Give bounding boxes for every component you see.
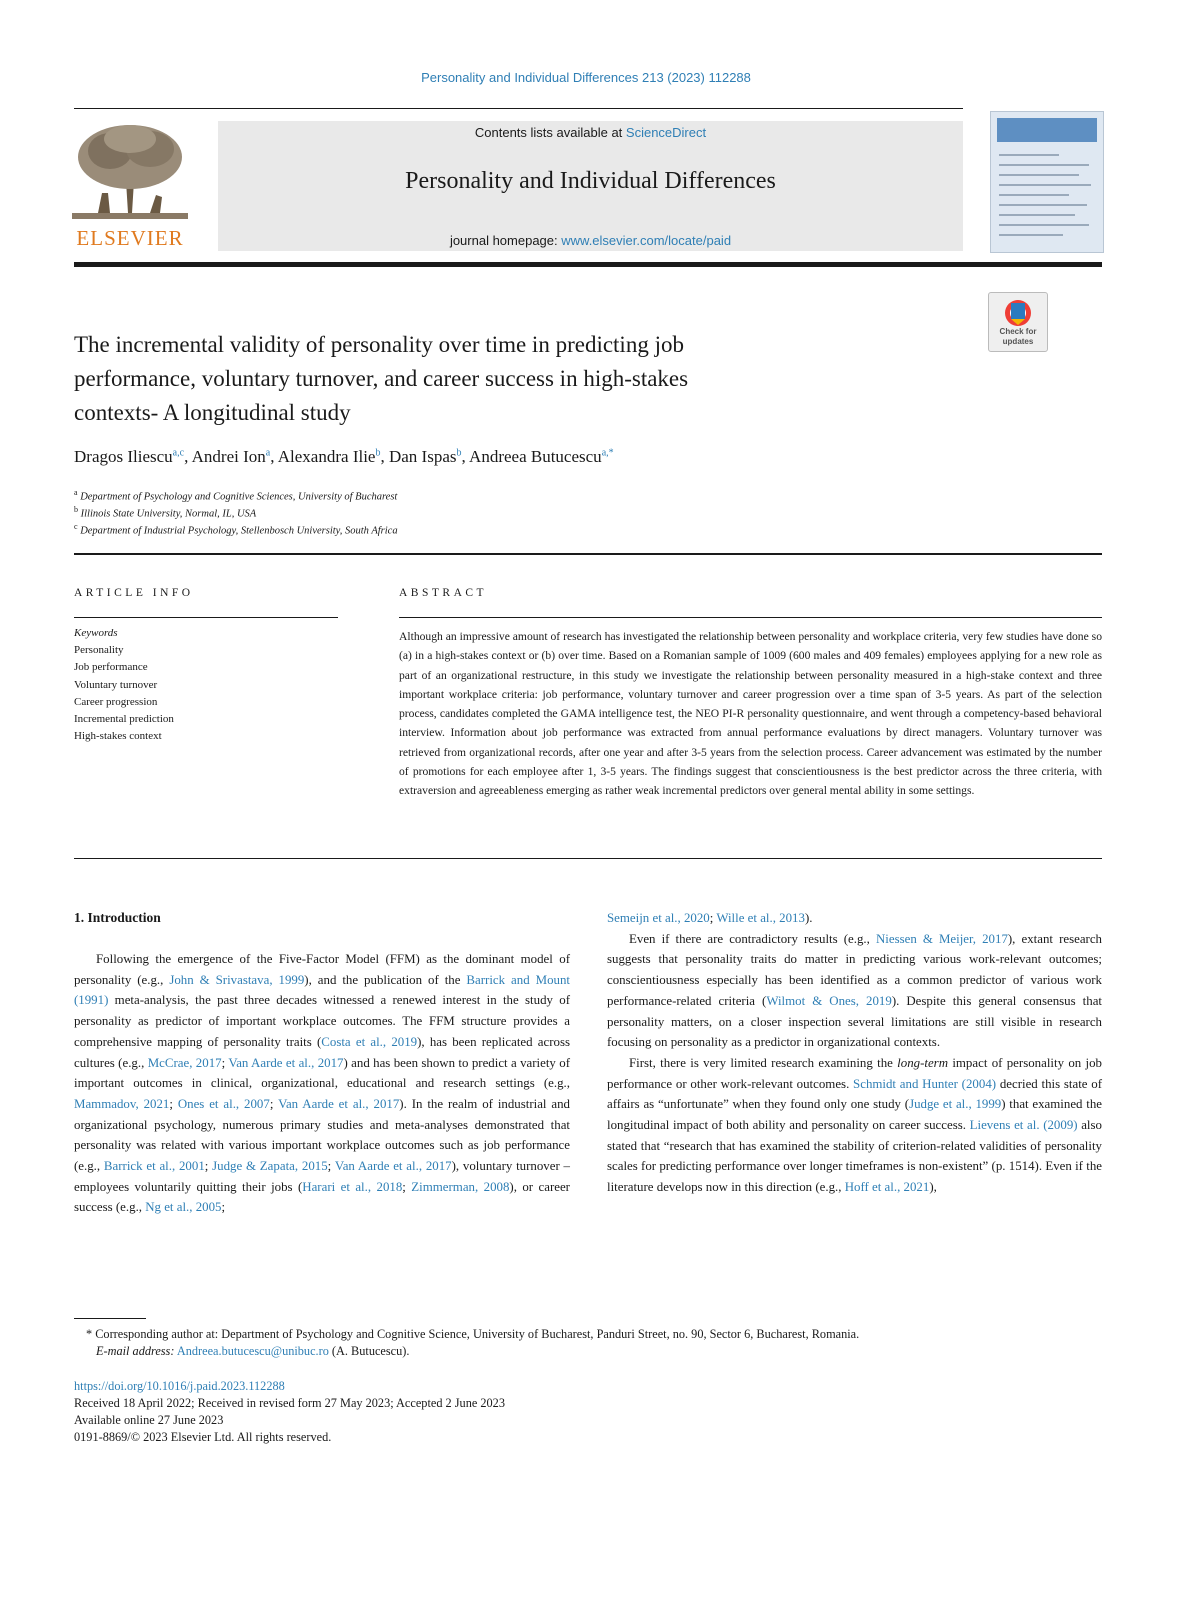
body-text: ;: [169, 1096, 178, 1111]
body-text: ). In the realm of industrial and organizational psychology, numerous primary studies and meta-analyses demonstrated that personality was related with various important workplace outcomes such as job performance (e.g.,: [74, 1096, 571, 1174]
journal-citation[interactable]: Personality and Individual Differences 213 (2023) 112288: [421, 70, 751, 85]
homepage-line: [218, 233, 963, 248]
body-text: ;: [221, 1055, 229, 1070]
body-text: ), and the publication of the: [304, 972, 467, 987]
paragraph: [607, 908, 1102, 929]
citation-link[interactable]: Judge & Zapata, 2015: [212, 1159, 328, 1174]
author-name[interactable]: Alexandra Ilie: [277, 447, 376, 466]
title-line: The incremental validity of personality over time in predicting job: [74, 332, 684, 357]
citation-link[interactable]: Lievens et al. (2009): [969, 1118, 1078, 1133]
body-text: meta-analysis, the past three decades witnessed a renewed interest in the study of personality as predictor of important workplace outcomes. The FFM structure provides a comprehensive mapping of personality traits (: [74, 993, 570, 1049]
affiliation-text: Illinois State University, Normal, IL, USA: [80, 508, 257, 520]
citation-link[interactable]: Zimmerman, 2008: [411, 1179, 510, 1194]
keyword-item: High-stakes context: [74, 730, 162, 743]
cover-line: [999, 154, 1059, 156]
title-line: performance, voluntary turnover, and career success in high-stakes: [74, 366, 689, 391]
author-name[interactable]: Andreea Butucescu: [469, 447, 602, 466]
citation-link[interactable]: Van Aarde et al., 2017: [334, 1159, 452, 1174]
affiliation-mark: b: [74, 505, 78, 514]
body-text: ), or career success (e.g.,: [74, 1179, 570, 1215]
keyword-item: Career progression: [74, 695, 158, 708]
crossmark-label-1: Check for: [999, 327, 1037, 336]
keyword-item: Job performance: [74, 661, 148, 674]
section-heading-introduction: 1. Introduction: [74, 910, 161, 925]
affiliation: [74, 522, 974, 537]
citation-link[interactable]: Van Aarde et al., 2017: [278, 1096, 400, 1111]
author-affiliation-mark[interactable]: a,*: [601, 447, 614, 459]
cover-line: [999, 194, 1069, 196]
citation-link[interactable]: Mammadov, 2021: [74, 1096, 170, 1111]
author-affiliation-mark[interactable]: b: [375, 447, 381, 459]
body-text: ;: [204, 1159, 213, 1174]
author-list: [74, 447, 1104, 467]
cover-line: [999, 174, 1079, 176]
citation-link[interactable]: John & Srivastava, 1999: [169, 972, 305, 987]
citation-link[interactable]: Schmidt and Hunter (2004): [853, 1076, 997, 1091]
body-text: ) that examined the longitudinal impact of both ability and personality on career success.: [607, 1097, 1103, 1133]
citation-link[interactable]: Niessen & Meijer, 2017: [875, 931, 1008, 946]
author-name[interactable]: Andrei Ion: [191, 447, 266, 466]
publication-info: [74, 1378, 1114, 1446]
homepage-prefix: journal homepage:: [449, 233, 562, 248]
citation-link[interactable]: Judge et al., 1999: [909, 1097, 1002, 1112]
journal-cover-thumbnail[interactable]: [990, 111, 1104, 253]
citation-link[interactable]: Van Aarde et al., 2017: [228, 1055, 344, 1070]
citation-link[interactable]: Wilmot & Ones, 2019: [766, 993, 892, 1008]
paragraph: [74, 949, 570, 1218]
elsevier-wordmark: ELSEVIER: [76, 226, 184, 250]
body-text: ). Despite this general consensus that personality matters, on a closer inspection several limitations are still visible in research focusing on personality as a predictor in organizational contexts.: [607, 993, 1102, 1050]
keyword-item: Personality: [74, 644, 124, 657]
affiliation-text: Department of Industrial Psychology, Stellenbosch University, South Africa: [80, 525, 398, 537]
email-line: [74, 1343, 1114, 1360]
citation-link[interactable]: Costa et al., 2019: [321, 1034, 418, 1049]
emphasis-text: long-term: [897, 1055, 949, 1070]
available-online: Available online 27 June 2023: [74, 1413, 224, 1427]
author-affiliation-mark[interactable]: a: [265, 447, 271, 459]
article-info-rule: [74, 617, 338, 618]
author-name[interactable]: Dan Ispas: [388, 447, 457, 466]
body-column-left: [74, 949, 570, 1218]
citation-link[interactable]: McCrae, 2017: [147, 1055, 222, 1070]
email-suffix: (A. Butucescu).: [328, 1344, 410, 1358]
affiliation-mark: a: [74, 488, 78, 497]
body-column-right: [607, 908, 1102, 1198]
citation-link[interactable]: Barrick and Mount (1991): [74, 972, 570, 1008]
citation-link[interactable]: Ng et al., 2005: [145, 1200, 222, 1215]
author-separator: ,: [184, 447, 192, 466]
paragraph: [607, 929, 1102, 1053]
affiliation-mark: c: [74, 522, 78, 531]
body-text: impact of personality on job performance or other work-relevant outcomes.: [607, 1055, 1102, 1091]
body-text: also stated that “research that has examined the stability of criterion-related validities of personality scales for predicting performance over longer timeframes is non-existent” (p. 1514). Even if the literature develops now in this direction (e.g.,: [607, 1118, 1102, 1195]
corresponding-author-note: [74, 1326, 1114, 1343]
check-for-updates-badge[interactable]: [988, 292, 1048, 352]
abstract-text: Although an impressive amount of research has investigated the relationship between personality and workplace criteria, very few studies have done so (a) in a high-stakes context or (b) over time. Based on a Romanian sample of 1009 (600 males and 409 females) employees applying for a new role as part of an organizational restructure, in this study we investigate the relationship between personality measured in a high-stake context and three important workplace criteria: job performance, voluntary turnover and career progression over a time span of 3-5 years. As part of the selection process, candidates completed the GAMA intelligence test, the NEO PI-R personality questionnaire, and went through a competency-based behavioral interview. Information about job performance was extracted from annual performance evaluations by direct managers. Voluntary turnover was retrieved from organizational records, after one year and after 3-5 years from the selection process. Career advancement was estimated by the number of promotions for each employee after 1, 3-5 years. The findings suggest that conscientiousness is the best predictor across the three criteria, with extraversion and agreeableness emerging as rather weak incremental predictors over general mental ability in some settings.: [399, 630, 1102, 798]
body-text: ) and has been shown to predict a variety of important outcomes in clinical, organizational, educational and research settings (e.g.,: [74, 1055, 570, 1091]
citation-link[interactable]: Wille et al., 2013: [716, 911, 805, 925]
body-text: Following the emergence of the Five-Factor Model (FFM) as the dominant model of personality (e.g.,: [74, 952, 570, 987]
copyright: 0191-8869/© 2023 Elsevier Ltd. All rights reserved.: [74, 1430, 332, 1444]
author-affiliation-mark[interactable]: b: [456, 447, 462, 459]
citation-link[interactable]: Semeijn et al., 2020: [607, 911, 710, 925]
sciencedirect-link[interactable]: ScienceDirect: [625, 125, 707, 140]
body-text: ),: [929, 1180, 937, 1195]
cover-title-bar: [997, 118, 1097, 142]
cover-line: [999, 204, 1087, 206]
body-text: ;: [327, 1159, 335, 1174]
body-text: ), extant research suggests that personality traits do matter in predicting various work-relevant outcomes; conscientiousness especially has been identified as a common predictor of various work performance-related criteria (: [607, 931, 1103, 1008]
body-text: ).: [804, 911, 813, 925]
author-name[interactable]: Dragos Iliescu: [74, 447, 173, 466]
author-separator: ,: [380, 447, 389, 466]
author-affiliation-mark[interactable]: a,c: [172, 447, 185, 459]
keywords-block: [74, 625, 334, 745]
contents-line: [218, 125, 963, 140]
paragraph: [607, 1053, 1102, 1198]
cover-line: [999, 184, 1091, 186]
body-text: ), has been replicated across cultures (e.g.,: [74, 1034, 571, 1070]
received-dates: Received 18 April 2022; Received in revised form 27 May 2023; Accepted 2 June 2023: [74, 1396, 505, 1410]
journal-title: Personality and Individual Differences: [405, 168, 776, 194]
body-text: ;: [402, 1179, 412, 1194]
abstract-rule: [399, 617, 1102, 618]
homepage-link[interactable]: www.elsevier.com/locate/paid: [561, 233, 732, 248]
author-separator: ,: [270, 447, 278, 466]
body-text: ;: [221, 1200, 226, 1215]
author-separator: ,: [461, 447, 470, 466]
citation-link[interactable]: Hoff et al., 2021: [844, 1180, 930, 1195]
contents-prefix: Contents lists available at: [474, 125, 626, 140]
cover-line: [999, 224, 1089, 226]
affiliation: [74, 505, 974, 520]
abstract-heading: ABSTRACT: [399, 587, 488, 599]
body-text: Even if there are contradictory results (e.g.,: [629, 931, 876, 946]
cover-line: [999, 214, 1075, 216]
email-label: E-mail address:: [96, 1344, 175, 1358]
body-text: ;: [269, 1096, 279, 1111]
cover-line: [999, 164, 1089, 166]
front-matter-rule: [74, 553, 1102, 555]
title-line: contexts- A longitudinal study: [74, 400, 351, 425]
elsevier-logo[interactable]: [70, 121, 190, 251]
keyword-item: Incremental prediction: [74, 713, 174, 726]
footnote: [74, 1326, 1114, 1360]
keywords-label: Keywords: [74, 627, 118, 639]
cover-line: [999, 234, 1063, 236]
body-text: ), voluntary turnover – employees voluntarily quitting their jobs (: [74, 1159, 570, 1194]
footnote-mark: *: [86, 1327, 93, 1341]
body-text: decried this state of affairs as “unfortunate” when they found only one study (: [607, 1076, 1102, 1112]
journal-banner: [218, 121, 963, 251]
affiliation-text: Department of Psychology and Cognitive Sciences, University of Bucharest: [80, 491, 398, 503]
corresponding-author-text: Corresponding author at: Department of Psychology and Cognitive Science, University of Bucharest, Panduri Street, no. 90, Sector 6, Bucharest, Romania.: [95, 1327, 860, 1341]
abstract-bottom-rule: [74, 858, 1102, 859]
body-text: ;: [709, 911, 717, 925]
doi-link[interactable]: https://doi.org/10.1016/j.paid.2023.112288: [74, 1379, 285, 1393]
elsevier-tree-icon: [70, 121, 190, 225]
email-link[interactable]: Andreea.butucescu@unibuc.ro: [176, 1344, 329, 1358]
header-top-rule: [74, 108, 963, 109]
citation-link[interactable]: Barrick et al., 2001: [103, 1159, 205, 1174]
keyword-item: Voluntary turnover: [74, 678, 158, 691]
citation-link[interactable]: Ones et al., 2007: [177, 1096, 270, 1111]
header-bottom-rule: [74, 262, 1102, 267]
affiliation: [74, 488, 974, 503]
footnote-rule: [74, 1318, 146, 1319]
article-title: [74, 328, 934, 430]
article-info-heading: ARTICLE INFO: [74, 587, 194, 599]
body-text: First, there is very limited research examining the: [629, 1055, 898, 1070]
crossmark-label-2: updates: [1002, 337, 1034, 346]
citation-link[interactable]: Harari et al., 2018: [302, 1179, 403, 1194]
